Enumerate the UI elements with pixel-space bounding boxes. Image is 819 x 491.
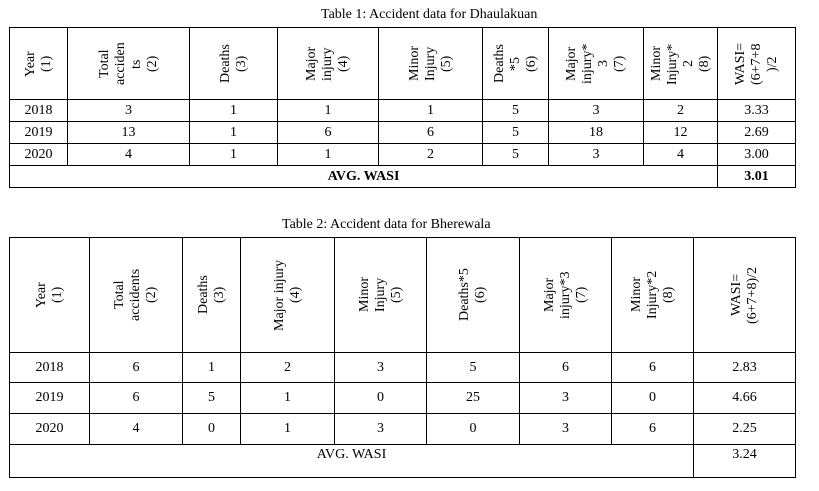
table1-header-deaths-x5: Deaths *5 (6)	[483, 28, 549, 100]
table1-cell: 3.33	[718, 100, 796, 122]
table1-cell: 5	[483, 122, 549, 144]
table2-cell: 3	[520, 383, 612, 414]
table-row	[10, 383, 796, 414]
table1-cell: 2018	[10, 100, 68, 122]
table2-cell: 2018	[10, 353, 90, 383]
table1-cell: 2.69	[718, 122, 796, 144]
table1-avg-value: 3.01	[718, 166, 796, 188]
table2-header-total-accidents: Total accidents (2)	[90, 238, 183, 353]
table2-cell: 1	[241, 383, 335, 414]
table2-header-year: Year (1)	[10, 238, 90, 353]
table1-cell: 1	[379, 100, 483, 122]
table1-cell: 3	[549, 100, 644, 122]
table1-cell: 1	[278, 100, 379, 122]
table2-cell: 3	[335, 353, 427, 383]
table1-avg-row	[10, 166, 796, 188]
table2-caption: Table 2: Accident data for Bherewala	[282, 217, 491, 232]
table1-header-major-injury: Major injury (4)	[278, 28, 379, 100]
table1-cell: 12	[644, 122, 718, 144]
table2-cell: 2.83	[694, 353, 796, 383]
table2-header-row	[10, 238, 796, 353]
table2-cell: 5	[183, 383, 241, 414]
table2-cell: 1	[241, 414, 335, 445]
table1-cell: 4	[68, 144, 190, 166]
table1-cell: 1	[278, 144, 379, 166]
table2-cell: 5	[427, 353, 520, 383]
table2-cell: 2	[241, 353, 335, 383]
table2-header-minor-injury-x2: Minor Injury*2 (8)	[612, 238, 694, 353]
table1-header-total-accidents: Total acciden ts (2)	[68, 28, 190, 100]
table1-header-minor-injury: Minor Injury (5)	[379, 28, 483, 100]
table-row	[10, 144, 796, 166]
table2-cell: 6	[612, 414, 694, 445]
table1-header-major-injury-x3: Major injury* 3 (7)	[549, 28, 644, 100]
table2-cell: 2019	[10, 383, 90, 414]
table2-avg-row	[10, 445, 796, 478]
table2	[9, 237, 796, 478]
table1-cell: 3.00	[718, 144, 796, 166]
table1-cell: 3	[549, 144, 644, 166]
table1-cell: 2020	[10, 144, 68, 166]
table2-cell: 2.25	[694, 414, 796, 445]
table2-header-minor-injury: Minor Injury (5)	[335, 238, 427, 353]
table2-cell: 4	[90, 414, 183, 445]
table2-cell: 0	[183, 414, 241, 445]
table2-cell: 6	[90, 383, 183, 414]
table2-cell: 6	[520, 353, 612, 383]
table1-header-minor-injury-x2: Minor Injury* 2 (8)	[644, 28, 718, 100]
table1-header-year: Year (1)	[10, 28, 68, 100]
table1-cell: 5	[483, 100, 549, 122]
table1-header-wasi: WASI= (6+7+8 )/2	[718, 28, 796, 100]
table2-cell: 25	[427, 383, 520, 414]
table2-cell: 1	[183, 353, 241, 383]
table2-cell: 0	[427, 414, 520, 445]
table1-cell: 6	[278, 122, 379, 144]
table1-cell: 5	[483, 144, 549, 166]
table1-cell: 3	[68, 100, 190, 122]
table1-header-deaths: Deaths (3)	[190, 28, 278, 100]
table2-header-major-injury: Major injury (4)	[241, 238, 335, 353]
table1-cell: 1	[190, 144, 278, 166]
table2-avg-label: AVG. WASI	[10, 445, 694, 478]
table2-cell: 0	[612, 383, 694, 414]
table2-cell: 3	[335, 414, 427, 445]
table2-cell: 6	[90, 353, 183, 383]
table1-cell: 18	[549, 122, 644, 144]
table2-cell: 2020	[10, 414, 90, 445]
table2-cell: 6	[612, 353, 694, 383]
table2-cell: 4.66	[694, 383, 796, 414]
table1-cell: 2019	[10, 122, 68, 144]
table1-header-row	[10, 28, 796, 100]
table-row	[10, 414, 796, 445]
table1-caption: Table 1: Accident data for Dhaulakuan	[321, 7, 538, 22]
table-row	[10, 353, 796, 383]
table1-avg-label: AVG. WASI	[10, 166, 718, 188]
table1-cell: 6	[379, 122, 483, 144]
table1-cell: 1	[190, 122, 278, 144]
table1-cell: 2	[379, 144, 483, 166]
table1-cell: 2	[644, 100, 718, 122]
table2-cell: 0	[335, 383, 427, 414]
table2-header-deaths: Deaths (3)	[183, 238, 241, 353]
table2-header-wasi: WASI= (6+7+8)/2	[694, 238, 796, 353]
table2-avg-value: 3.24	[694, 445, 796, 478]
table2-header-deaths-x5: Deaths*5 (6)	[427, 238, 520, 353]
table1-cell: 13	[68, 122, 190, 144]
table1	[9, 27, 796, 188]
table2-header-major-injury-x3: Major injury*3 (7)	[520, 238, 612, 353]
table-row	[10, 100, 796, 122]
table2-cell: 3	[520, 414, 612, 445]
table1-cell: 1	[190, 100, 278, 122]
table1-cell: 4	[644, 144, 718, 166]
table-row	[10, 122, 796, 144]
